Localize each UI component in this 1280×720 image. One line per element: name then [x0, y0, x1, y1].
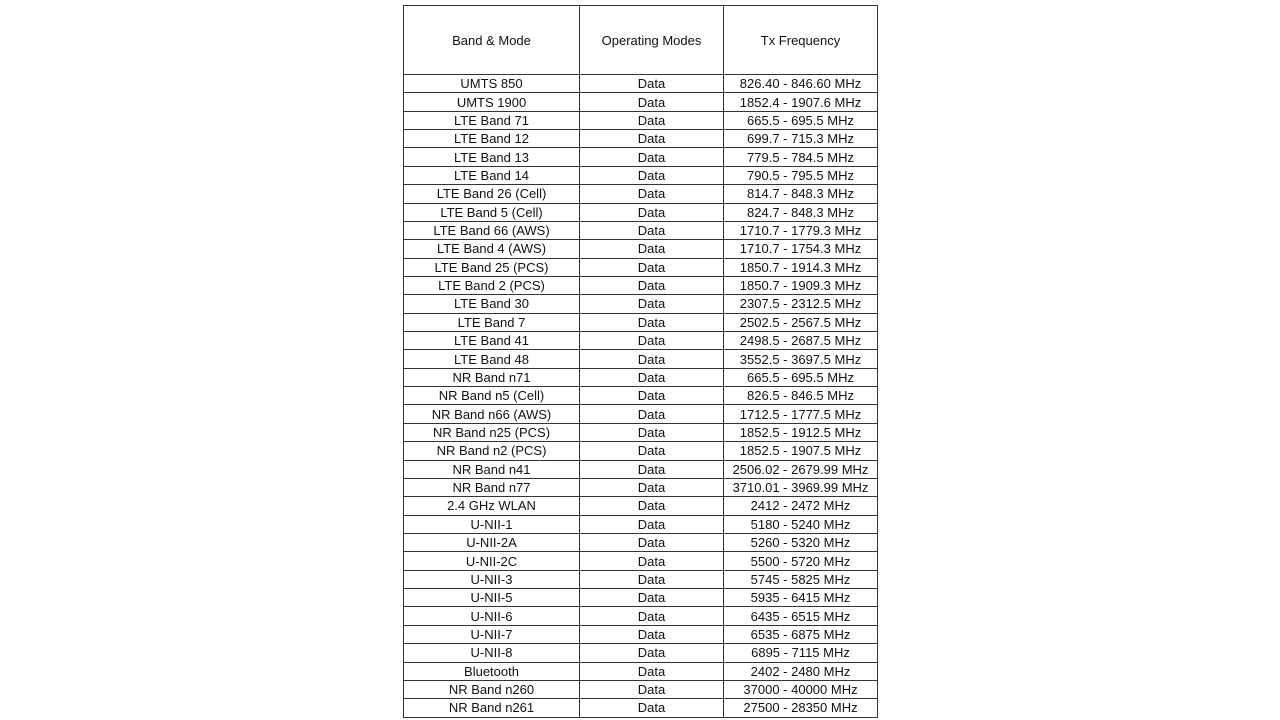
table-row: [404, 75, 878, 93]
tx-frequency-cell: 5745 - 5825 MHz: [724, 570, 878, 588]
operating-mode-cell: Data: [580, 405, 724, 423]
tx-frequency-cell: 2498.5 - 2687.5 MHz: [724, 332, 878, 350]
tx-frequency-cell: 665.5 - 695.5 MHz: [724, 111, 878, 129]
band-mode-cell: LTE Band 2 (PCS): [404, 276, 580, 294]
tx-frequency-cell: 2402 - 2480 MHz: [724, 662, 878, 680]
band-mode-cell: LTE Band 66 (AWS): [404, 221, 580, 239]
operating-mode-cell: Data: [580, 221, 724, 239]
table-row: [404, 552, 878, 570]
operating-mode-cell: Data: [580, 295, 724, 313]
operating-mode-cell: Data: [580, 203, 724, 221]
tx-frequency-cell: 814.7 - 848.3 MHz: [724, 185, 878, 203]
tx-frequency-cell: 2502.5 - 2567.5 MHz: [724, 313, 878, 331]
operating-mode-cell: Data: [580, 423, 724, 441]
band-mode-cell: NR Band n261: [404, 699, 580, 717]
table-row: [404, 387, 878, 405]
operating-mode-cell: Data: [580, 607, 724, 625]
operating-mode-cell: Data: [580, 533, 724, 551]
table-row: [404, 644, 878, 662]
table-row: [404, 258, 878, 276]
table-row: [404, 130, 878, 148]
band-mode-cell: U-NII-2A: [404, 533, 580, 551]
band-mode-cell: LTE Band 25 (PCS): [404, 258, 580, 276]
band-mode-cell: U-NII-5: [404, 589, 580, 607]
band-mode-cell: LTE Band 12: [404, 130, 580, 148]
tx-frequency-cell: 27500 - 28350 MHz: [724, 699, 878, 717]
tx-frequency-cell: 699.7 - 715.3 MHz: [724, 130, 878, 148]
band-mode-cell: U-NII-6: [404, 607, 580, 625]
band-mode-cell: LTE Band 14: [404, 166, 580, 184]
table-row: [404, 423, 878, 441]
band-mode-cell: LTE Band 7: [404, 313, 580, 331]
band-mode-cell: UMTS 1900: [404, 93, 580, 111]
tx-frequency-cell: 779.5 - 784.5 MHz: [724, 148, 878, 166]
tx-frequency-cell: 6895 - 7115 MHz: [724, 644, 878, 662]
tx-frequency-cell: 5180 - 5240 MHz: [724, 515, 878, 533]
operating-mode-cell: Data: [580, 258, 724, 276]
operating-mode-cell: Data: [580, 570, 724, 588]
table-row: [404, 625, 878, 643]
tx-frequency-cell: 665.5 - 695.5 MHz: [724, 368, 878, 386]
tx-frequency-cell: 826.40 - 846.60 MHz: [724, 75, 878, 93]
band-mode-cell: NR Band n2 (PCS): [404, 442, 580, 460]
band-mode-cell: 2.4 GHz WLAN: [404, 497, 580, 515]
band-mode-cell: NR Band n25 (PCS): [404, 423, 580, 441]
table-row: [404, 368, 878, 386]
band-mode-cell: U-NII-7: [404, 625, 580, 643]
tx-frequency-cell: 1710.7 - 1779.3 MHz: [724, 221, 878, 239]
table-row: [404, 93, 878, 111]
band-mode-cell: LTE Band 48: [404, 350, 580, 368]
operating-mode-cell: Data: [580, 625, 724, 643]
header-tx-frequency: Tx Frequency: [724, 6, 878, 75]
operating-mode-cell: Data: [580, 93, 724, 111]
band-mode-cell: NR Band n71: [404, 368, 580, 386]
band-mode-cell: LTE Band 41: [404, 332, 580, 350]
tx-frequency-cell: 826.5 - 846.5 MHz: [724, 387, 878, 405]
tx-frequency-cell: 824.7 - 848.3 MHz: [724, 203, 878, 221]
table-row: [404, 350, 878, 368]
operating-mode-cell: Data: [580, 662, 724, 680]
table-row: [404, 478, 878, 496]
tx-frequency-cell: 2412 - 2472 MHz: [724, 497, 878, 515]
operating-mode-cell: Data: [580, 166, 724, 184]
tx-frequency-cell: 3552.5 - 3697.5 MHz: [724, 350, 878, 368]
band-mode-cell: U-NII-8: [404, 644, 580, 662]
tx-frequency-cell: 2506.02 - 2679.99 MHz: [724, 460, 878, 478]
table-row: [404, 497, 878, 515]
tx-frequency-cell: 6435 - 6515 MHz: [724, 607, 878, 625]
band-mode-cell: NR Band n260: [404, 680, 580, 698]
band-mode-cell: U-NII-2C: [404, 552, 580, 570]
table-row: [404, 662, 878, 680]
tx-frequency-cell: 37000 - 40000 MHz: [724, 680, 878, 698]
table-row: [404, 203, 878, 221]
band-mode-cell: LTE Band 30: [404, 295, 580, 313]
table-row: [404, 221, 878, 239]
tx-frequency-cell: 3710.01 - 3969.99 MHz: [724, 478, 878, 496]
table-row: [404, 442, 878, 460]
tx-frequency-cell: 1710.7 - 1754.3 MHz: [724, 240, 878, 258]
tx-frequency-cell: 1852.5 - 1907.5 MHz: [724, 442, 878, 460]
tx-frequency-cell: 1852.5 - 1912.5 MHz: [724, 423, 878, 441]
operating-mode-cell: Data: [580, 460, 724, 478]
table-row: [404, 185, 878, 203]
tx-frequency-cell: 790.5 - 795.5 MHz: [724, 166, 878, 184]
operating-mode-cell: Data: [580, 276, 724, 294]
operating-mode-cell: Data: [580, 497, 724, 515]
table-row: [404, 570, 878, 588]
band-mode-cell: UMTS 850: [404, 75, 580, 93]
operating-mode-cell: Data: [580, 368, 724, 386]
operating-mode-cell: Data: [580, 148, 724, 166]
operating-mode-cell: Data: [580, 644, 724, 662]
band-mode-cell: LTE Band 4 (AWS): [404, 240, 580, 258]
table-body: [404, 75, 878, 718]
tx-frequency-cell: 6535 - 6875 MHz: [724, 625, 878, 643]
operating-mode-cell: Data: [580, 387, 724, 405]
table-row: [404, 699, 878, 717]
band-mode-cell: NR Band n77: [404, 478, 580, 496]
band-mode-cell: LTE Band 13: [404, 148, 580, 166]
table-row: [404, 515, 878, 533]
table-row: [404, 295, 878, 313]
tx-frequency-cell: 2307.5 - 2312.5 MHz: [724, 295, 878, 313]
tx-frequency-cell: 1852.4 - 1907.6 MHz: [724, 93, 878, 111]
operating-mode-cell: Data: [580, 240, 724, 258]
operating-mode-cell: Data: [580, 589, 724, 607]
operating-mode-cell: Data: [580, 130, 724, 148]
operating-mode-cell: Data: [580, 350, 724, 368]
operating-mode-cell: Data: [580, 332, 724, 350]
header-operating-modes: Operating Modes: [580, 6, 724, 75]
header-row: [404, 6, 878, 75]
tx-frequency-cell: 5260 - 5320 MHz: [724, 533, 878, 551]
table-row: [404, 589, 878, 607]
operating-mode-cell: Data: [580, 111, 724, 129]
operating-mode-cell: Data: [580, 515, 724, 533]
band-mode-cell: Bluetooth: [404, 662, 580, 680]
operating-mode-cell: Data: [580, 75, 724, 93]
operating-mode-cell: Data: [580, 185, 724, 203]
table-row: [404, 460, 878, 478]
tx-frequency-cell: 1850.7 - 1914.3 MHz: [724, 258, 878, 276]
operating-mode-cell: Data: [580, 442, 724, 460]
operating-mode-cell: Data: [580, 478, 724, 496]
tx-frequency-cell: 1850.7 - 1909.3 MHz: [724, 276, 878, 294]
band-mode-cell: U-NII-1: [404, 515, 580, 533]
band-mode-cell: NR Band n41: [404, 460, 580, 478]
band-mode-cell: LTE Band 26 (Cell): [404, 185, 580, 203]
band-mode-cell: U-NII-3: [404, 570, 580, 588]
operating-mode-cell: Data: [580, 699, 724, 717]
band-mode-cell: NR Band n5 (Cell): [404, 387, 580, 405]
band-mode-cell: LTE Band 71: [404, 111, 580, 129]
frequency-bands-table: [403, 5, 878, 718]
tx-frequency-cell: 1712.5 - 1777.5 MHz: [724, 405, 878, 423]
operating-mode-cell: Data: [580, 313, 724, 331]
tx-frequency-cell: 5500 - 5720 MHz: [724, 552, 878, 570]
table-row: [404, 533, 878, 551]
table-row: [404, 405, 878, 423]
table-row: [404, 313, 878, 331]
header-band-mode: Band & Mode: [404, 6, 580, 75]
table-row: [404, 680, 878, 698]
table-row: [404, 607, 878, 625]
table-row: [404, 166, 878, 184]
table-row: [404, 111, 878, 129]
table-row: [404, 332, 878, 350]
tx-frequency-cell: 5935 - 6415 MHz: [724, 589, 878, 607]
table-row: [404, 148, 878, 166]
band-mode-cell: LTE Band 5 (Cell): [404, 203, 580, 221]
operating-mode-cell: Data: [580, 552, 724, 570]
operating-mode-cell: Data: [580, 680, 724, 698]
table-row: [404, 276, 878, 294]
band-mode-cell: NR Band n66 (AWS): [404, 405, 580, 423]
table-row: [404, 240, 878, 258]
